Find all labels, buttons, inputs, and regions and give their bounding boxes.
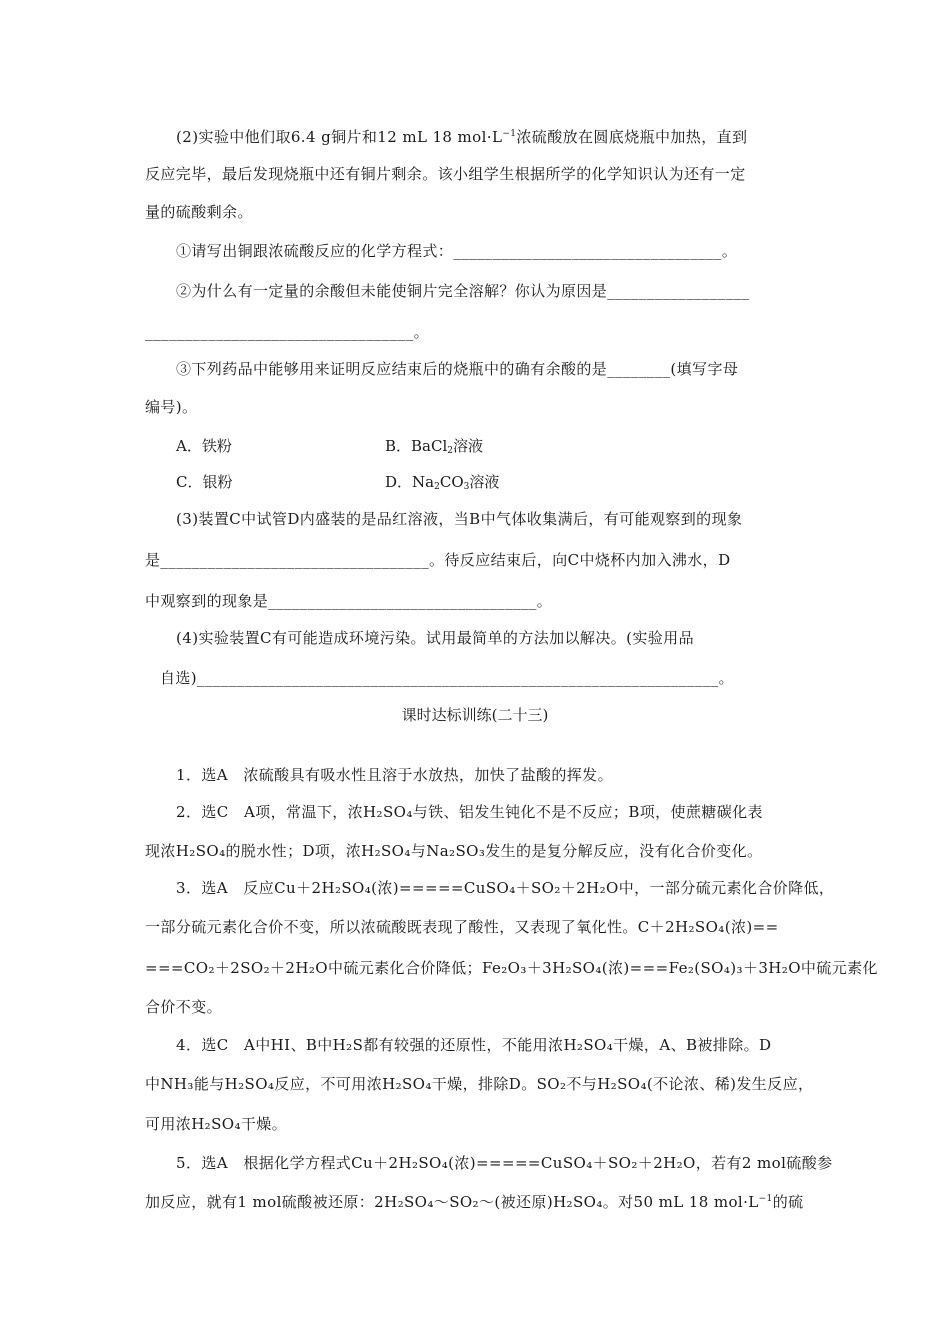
option-d-subscript-1: 2 — [434, 482, 440, 492]
answer-5-line-2-text: 加反应，就有1 mol硫酸被还原：2H₂SO₄～SO₂～(被还原)H₂SO₄。对50 mL 18 mol·L — [145, 1193, 759, 1211]
option-d-suffix: 溶液 — [469, 473, 500, 491]
option-d — [385, 472, 499, 492]
answer-3-line-1: 3．选A 反应Cu＋2H₂SO₄(浓)=====CuSO₄＋SO₂＋2H₂O中，一部分硫元素化合价降低， — [176, 879, 835, 897]
answer-4-line-1: 4．选C A中HI、B中H₂S都有较强的还原性，不能用浓H₂SO₄干燥，A、B被排除。D — [176, 1036, 772, 1054]
answer-5-line-2 — [145, 1192, 815, 1212]
answer-2-line-2: 现浓H₂SO₄的脱水性；D项，浓H₂SO₄与Na₂SO₃发生的是复分解反应，没有化合价变化。 — [145, 842, 763, 860]
q4-line-1: (4)实验装置C有可能造成环境污染。试用最简单的方法加以解决。(实验用品 — [176, 629, 694, 647]
option-b-subscript: 2 — [447, 446, 453, 456]
answer-3-line-3: ===CO₂＋2SO₂＋2H₂O中硫元素化合价降低；Fe₂O₃＋3H₂SO₄(浓)===Fe₂(SO₄)₃＋3H₂O中硫元素化 — [145, 959, 878, 977]
option-b — [385, 436, 483, 456]
q2-unit-exponent: −1 — [502, 129, 517, 139]
q3-line-3: 中观察到的现象是__________________________________。 — [145, 592, 553, 610]
q2-subquestion-1: ①请写出铜跟浓硫酸反应的化学方程式：__________________________________。 — [176, 242, 738, 260]
answer-4-line-3: 可用浓H₂SO₄干燥。 — [145, 1115, 288, 1133]
q3-line-2: 是__________________________________。待反应结束后，向C中烧杯内加入沸水，D — [145, 551, 731, 569]
option-b-suffix: 溶液 — [453, 437, 484, 455]
q3-line-1: (3)装置C中试管D内盛装的是品红溶液，当B中气体收集满后，有可能观察到的现象 — [176, 510, 743, 528]
q2-line-1-text: (2)实验中他们取6.4 g铜片和12 mL 18 mol·L — [176, 128, 503, 146]
q2-subquestion-3-line-1: ③下列药品中能够用来证明反应结束后的烧瓶中的确有余酸的是________(填写字母 — [176, 360, 739, 378]
q2-line-3: 量的硫酸剩余。 — [145, 203, 253, 221]
answer-4-line-2: 中NH₃能与H₂SO₄反应，不可用浓H₂SO₄干燥，排除D。SO₂不与H₂SO₄(不论浓、稀)发生反应， — [145, 1075, 814, 1093]
answer-2-line-1: 2．选C A项，常温下，浓H₂SO₄与铁、铝发生钝化不是不反应；B项，使蔗糖碳化表 — [176, 803, 763, 821]
answer-3-line-4: 合价不变。 — [145, 998, 223, 1016]
q2-subquestion-2-line-2: __________________________________。 — [145, 323, 429, 341]
answer-5-unit-exponent: −1 — [758, 1194, 773, 1204]
option-d-mid: CO — [439, 473, 464, 491]
option-c: C．银粉 — [176, 473, 233, 491]
answer-3-line-2: 一部分硫元素化合价不变，所以浓硫酸既表现了酸性，又表现了氧化性。C＋2H₂SO₄(浓)== — [145, 918, 779, 936]
option-d-subscript-2: 3 — [463, 482, 470, 492]
q4-line-2: 自选)__________________________________________________________________。 — [160, 669, 734, 687]
q2-line-1 — [176, 127, 846, 147]
q2-subquestion-3-line-2: 编号)。 — [145, 398, 198, 416]
option-a: A．铁粉 — [176, 437, 232, 455]
answer-1: 1．选A 浓硫酸具有吸水性且溶于水放热，加快了盐酸的挥发。 — [176, 766, 613, 784]
q2-subquestion-2-line-1: ②为什么有一定量的余酸但未能使铜片完全溶解？你认为原因是__________________ — [176, 282, 750, 300]
answer-5-line-2-tail: 的硫 — [772, 1193, 804, 1211]
section-title: 课时达标训练(二十三) — [401, 706, 549, 724]
answer-5-line-1: 5．选A 根据化学方程式Cu＋2H₂SO₄(浓)=====CuSO₄＋SO₂＋2H₂O，若有2 mol硫酸参 — [176, 1154, 833, 1172]
q2-line-2: 反应完毕，最后发现烧瓶中还有铜片剩余。该小组学生根据所学的化学知识认为还有一定 — [145, 165, 746, 183]
option-d-text: D．Na — [385, 473, 435, 491]
option-b-text: B．BaCl — [385, 437, 448, 455]
q2-line-1-tail: 浓硫酸放在圆底烧瓶中加热，直到 — [516, 128, 748, 146]
